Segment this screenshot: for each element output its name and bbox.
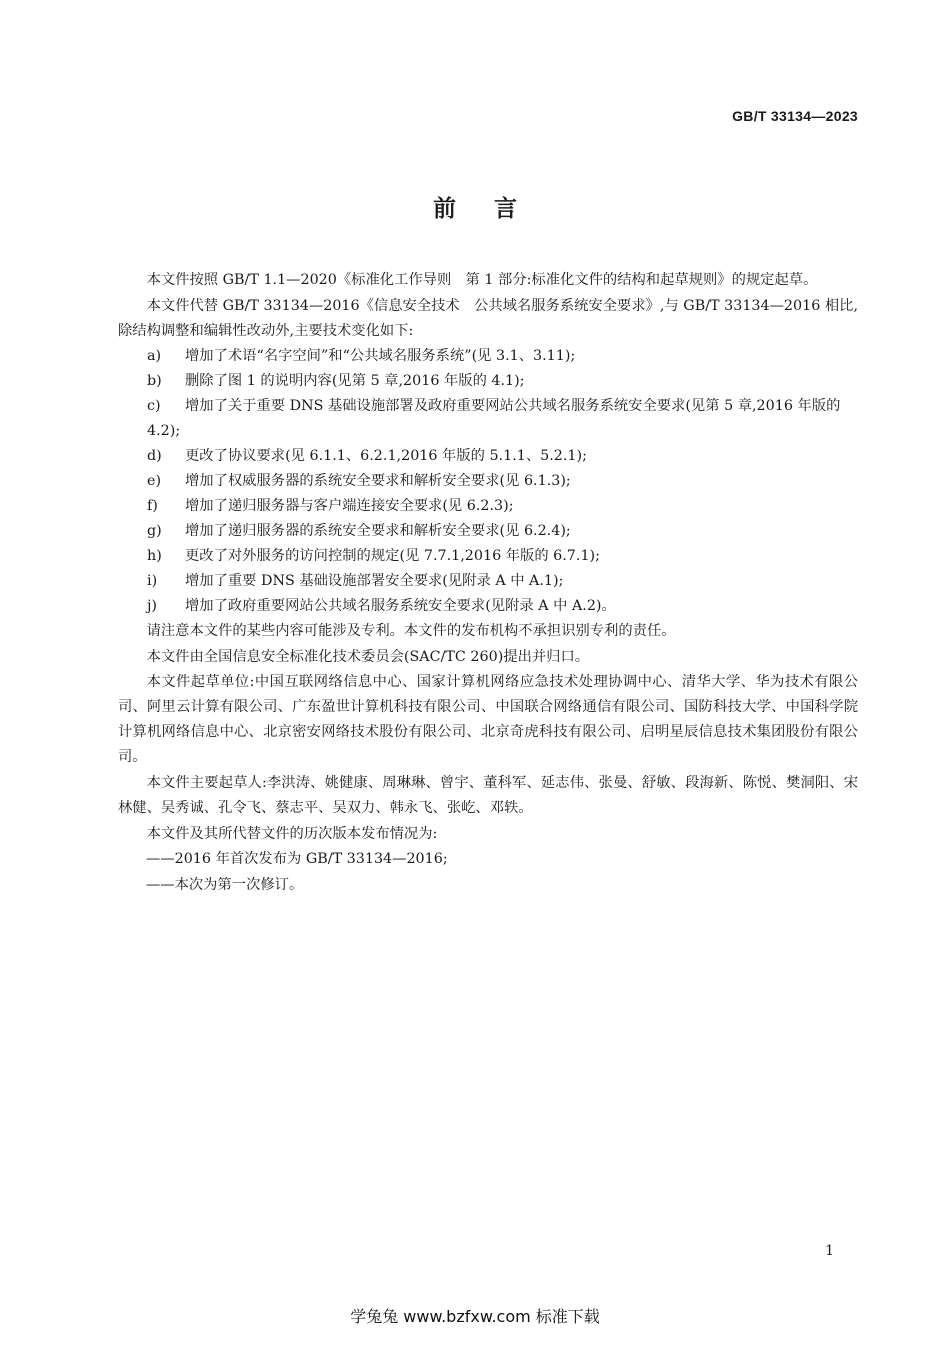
list-text: 增加了政府重要网站公共域名服务系统安全要求(见附录 A 中 A.2)。 bbox=[185, 598, 616, 615]
list-text: 增加了递归服务器与客户端连接安全要求(见 6.2.3); bbox=[185, 498, 514, 515]
list-marker: b) bbox=[147, 373, 162, 390]
page-number: 1 bbox=[825, 1243, 834, 1259]
paragraph-drafters: 本文件主要起草人:李洪涛、姚健康、周琳琳、曾宇、董科军、延志伟、张曼、舒敏、段海新、陈悦、樊洞阳、宋林健、吴秀诚、孔令飞、蔡志平、吴双力、韩永飞、张屹、邓轶。 bbox=[118, 774, 858, 816]
list-marker: i) bbox=[147, 573, 158, 590]
paragraph-history-intro: 本文件及其所代替文件的历次版本发布情况为: bbox=[146, 825, 438, 842]
list-item bbox=[118, 519, 858, 544]
list-item bbox=[118, 594, 858, 619]
list-text: 删除了图 1 的说明内容(见第 5 章,2016 年版的 4.1); bbox=[185, 373, 525, 390]
foreword-content bbox=[118, 268, 858, 898]
list-item bbox=[118, 344, 858, 369]
standard-number: GB/T 33134—2023 bbox=[732, 108, 858, 124]
watermark-text: 学兔兔 www.bzfxw.com 标准下载 bbox=[350, 1307, 600, 1326]
page-title: 前言 bbox=[433, 196, 555, 222]
list-marker: f) bbox=[147, 498, 158, 515]
list-text: 更改了对外服务的访问控制的规定(见 7.7.1,2016 年版的 6.7.1); bbox=[185, 548, 600, 565]
list-text: 增加了术语“名字空间”和“公共域名服务系统”(见 3.1、3.11); bbox=[185, 348, 576, 365]
list-item bbox=[118, 494, 858, 519]
list-text: 增加了重要 DNS 基础设施部署安全要求(见附录 A 中 A.1); bbox=[185, 573, 564, 590]
list-marker: d) bbox=[147, 448, 162, 465]
list-marker: e) bbox=[147, 473, 162, 490]
list-item bbox=[118, 394, 858, 444]
list-item bbox=[118, 569, 858, 594]
paragraph-drafting-rules: 本文件按照 GB/T 1.1—2020《标准化工作导则 第 1 部分:标准化文件的结构和起草规则》的规定起草。 bbox=[146, 272, 818, 288]
list-item bbox=[118, 469, 858, 494]
list-marker: g) bbox=[147, 523, 162, 540]
list-marker: h) bbox=[147, 548, 162, 565]
list-item bbox=[118, 544, 858, 569]
list-text: 增加了权威服务器的系统安全要求和解析安全要求(见 6.1.3); bbox=[185, 473, 571, 490]
history-item: ——2016 年首次发布为 GB/T 33134—2016; bbox=[146, 851, 448, 868]
paragraph-patent-notice: 请注意本文件的某些内容可能涉及专利。本文件的发布机构不承担识别专利的责任。 bbox=[146, 623, 676, 640]
list-text: 增加了递归服务器的系统安全要求和解析安全要求(见 6.2.4); bbox=[185, 523, 571, 540]
list-item bbox=[118, 369, 858, 394]
paragraph-replacement: 本文件代替 GB/T 33134—2016《信息安全技术 公共域名服务系统安全要求》,与 GB/T 33134—2016 相比,除结构调整和编辑性改动外,主要技术变化如下: bbox=[118, 297, 858, 339]
history-item: ——本次为第一次修订。 bbox=[146, 876, 304, 893]
list-item bbox=[118, 444, 858, 469]
list-text: 增加了关于重要 DNS 基础设施部署及政府重要网站公共域名服务系统安全要求(见第 5 章,2016 年版的 4.2); bbox=[147, 398, 841, 440]
list-text: 更改了协议要求(见 6.1.1、6.2.1,2016 年版的 5.1.1、5.2.1); bbox=[185, 448, 587, 465]
list-marker: a) bbox=[147, 348, 162, 365]
list-marker: c) bbox=[147, 398, 161, 415]
paragraph-drafting-units: 本文件起草单位:中国互联网络信息中心、国家计算机网络应急技术处理协调中心、清华大学、华为技术有限公司、阿里云计算有限公司、广东盈世计算机科技有限公司、中国联合网络通信有限公司、国防科技大学、中国科学院计算机网络信息中心、北京密安网络技术股份有限公司、北京奇虎科技有限公司、启明星辰信息技术集团股份有限公司。 bbox=[118, 674, 858, 766]
paragraph-proposer: 本文件由全国信息安全标准化技术委员会(SAC/TC 260)提出并归口。 bbox=[146, 648, 590, 665]
list-marker: j) bbox=[147, 598, 158, 615]
